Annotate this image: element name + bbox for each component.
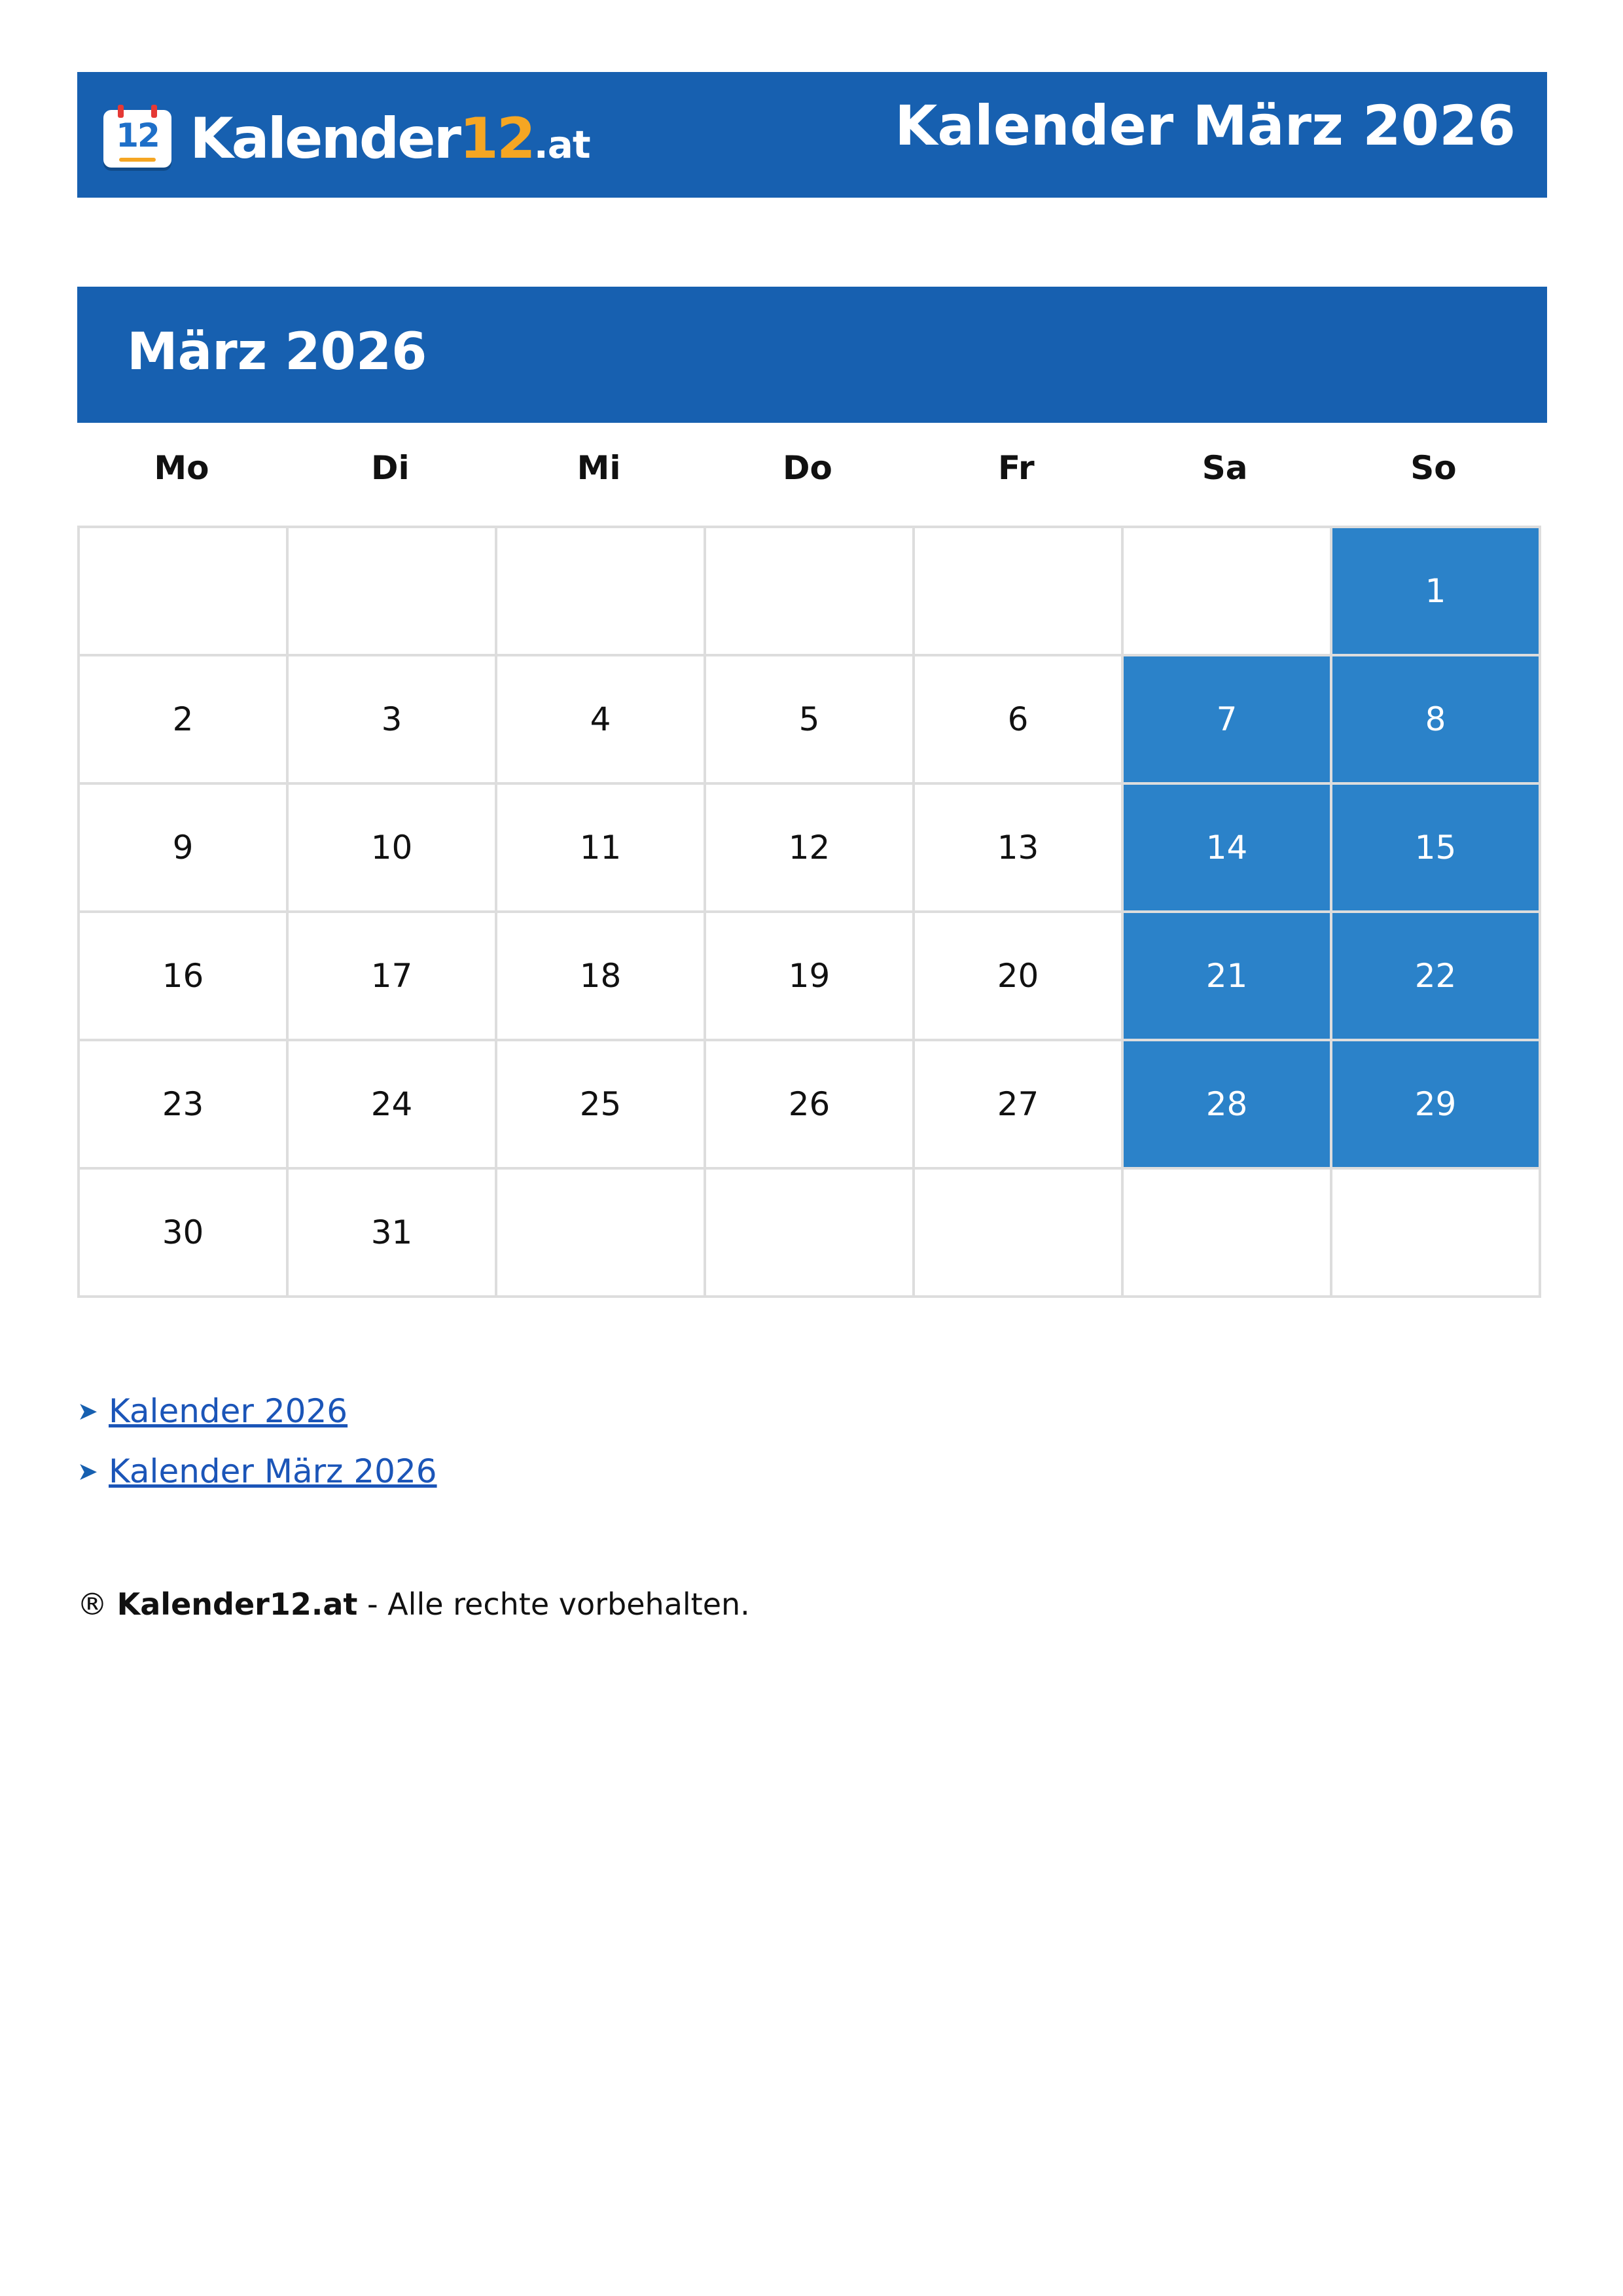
arrow-right-icon: ➤ [77,1457,98,1486]
day-cell [287,527,496,655]
day-cell [914,527,1122,655]
day-cell: 5 [705,655,914,783]
site-logo[interactable] [103,107,590,170]
day-cell: 3 [287,655,496,783]
weekday-label: Mo [154,449,209,487]
weekend-day-cell: 8 [1331,655,1540,783]
month-banner [77,287,1547,423]
footer-text: - Alle rechte vorbehalten. [357,1587,750,1622]
day-cell: 10 [287,783,496,912]
copyright-footer [77,1587,750,1622]
logo-tld: .at [533,122,590,167]
link-kalender-maerz-2026[interactable]: Kalender März 2026 [109,1452,437,1490]
weekday-label: Do [783,449,832,487]
week-row [79,912,1540,1040]
week-row [79,655,1540,783]
weekend-day-cell: 29 [1331,1040,1540,1168]
calendar-logo-icon [103,110,171,168]
logo-number: 12 [459,106,534,171]
day-cell: 31 [287,1168,496,1297]
weekday-label: So [1410,449,1457,487]
logo-wordmark [190,106,590,171]
day-cell: 26 [705,1040,914,1168]
day-cell [1122,527,1331,655]
day-cell [496,1168,705,1297]
weekday-label: Sa [1202,449,1248,487]
link-item [77,1441,437,1501]
calendar-grid [77,526,1541,1298]
registered-icon: ® [77,1587,107,1622]
weekday-label: Di [370,449,410,487]
day-cell: 30 [79,1168,287,1297]
day-cell: 12 [705,783,914,912]
link-item [77,1381,437,1441]
weekday-label: Fr [997,449,1035,487]
week-row [79,783,1540,912]
page-title: Kalender März 2026 [895,94,1516,158]
weekend-day-cell: 14 [1122,783,1331,912]
month-title: März 2026 [127,323,427,382]
day-cell [705,1168,914,1297]
day-cell: 25 [496,1040,705,1168]
day-cell: 17 [287,912,496,1040]
weekend-day-cell: 21 [1122,912,1331,1040]
day-cell: 24 [287,1040,496,1168]
day-cell [79,527,287,655]
day-cell: 18 [496,912,705,1040]
logo-badge-number: 12 [116,117,159,154]
day-cell: 9 [79,783,287,912]
weekday-header-row [77,449,1538,487]
arrow-right-icon: ➤ [77,1397,98,1426]
footer-brand: Kalender12.at [116,1587,358,1622]
week-row [79,1040,1540,1168]
day-cell [914,1168,1122,1297]
weekend-day-cell: 1 [1331,527,1540,655]
weekday-label: Mi [577,449,621,487]
weekend-day-cell: 7 [1122,655,1331,783]
weekend-day-cell: 22 [1331,912,1540,1040]
week-row [79,527,1540,655]
day-cell [496,527,705,655]
day-cell: 16 [79,912,287,1040]
day-cell: 27 [914,1040,1122,1168]
weekend-day-cell: 28 [1122,1040,1331,1168]
day-cell: 4 [496,655,705,783]
related-links [77,1381,437,1501]
day-cell [705,527,914,655]
page-header [77,72,1547,198]
day-cell: 2 [79,655,287,783]
logo-name: Kalender [190,106,460,171]
day-cell [1122,1168,1331,1297]
link-kalender-2026[interactable]: Kalender 2026 [109,1392,348,1430]
day-cell: 11 [496,783,705,912]
weekend-day-cell: 15 [1331,783,1540,912]
day-cell: 6 [914,655,1122,783]
day-cell: 23 [79,1040,287,1168]
day-cell: 13 [914,783,1122,912]
day-cell: 20 [914,912,1122,1040]
day-cell: 19 [705,912,914,1040]
day-cell [1331,1168,1540,1297]
week-row [79,1168,1540,1297]
